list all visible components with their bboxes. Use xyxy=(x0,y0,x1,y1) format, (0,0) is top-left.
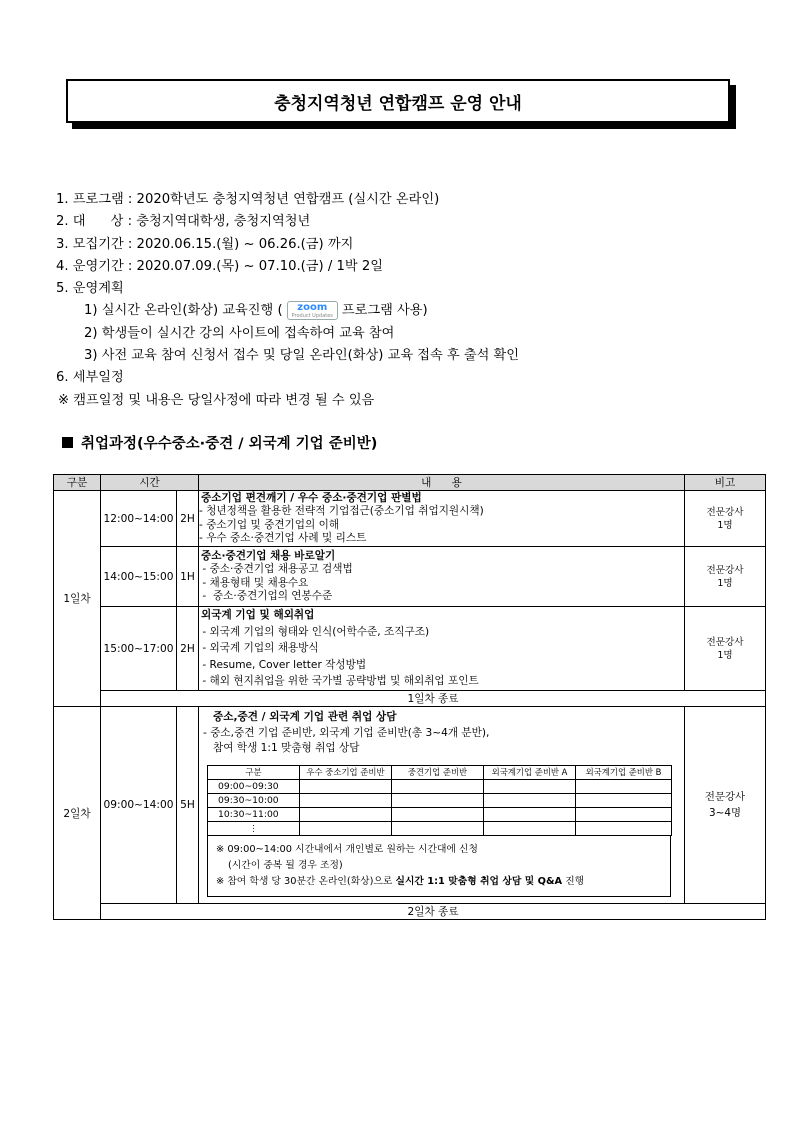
consult-row: 09:30~10:00 xyxy=(208,793,672,807)
session-remark: 전문강사 1명 xyxy=(685,607,766,691)
table-row xyxy=(54,547,766,607)
title-block xyxy=(66,79,730,123)
consult-row: 09:00~09:30 xyxy=(208,779,672,793)
consult-table xyxy=(207,765,672,836)
session-time: 14:00~15:00 xyxy=(101,547,177,607)
info-list xyxy=(56,189,519,412)
session-duration: 1H xyxy=(177,547,199,607)
day2-end: 2일차 종료 xyxy=(101,904,766,920)
plan-item-2: 2) 학생들이 실시간 강의 사이트에 접속하여 교육 참여 xyxy=(84,325,395,341)
info-note: ※ 캠프일정 및 내용은 당일사정에 따라 변경 될 수 있음 xyxy=(58,392,375,408)
session-remark: 전문강사 3~4명 xyxy=(685,707,766,904)
session-time: 09:00~14:00 xyxy=(101,707,177,904)
session-content: 중소기업 편견깨기 / 우수 중소·중견기업 판별법 - 청년정책을 활용한 전략적 기업접근(중소기업 취업지원시책) - 중소기업 및 중견기업의 이해 - 우수 중소·중견기업 사례 및 리스트 xyxy=(199,491,685,547)
day1-end: 1일차 종료 xyxy=(101,691,766,707)
session-content: 중소,중견 / 외국계 기업 관련 취업 상담 - 중소,중견 기업 준비반, 외국계 기업 준비반(총 3~4개 분반), 참여 학생 1:1 맞춤형 취업 상담 구분 우수 중소기업 준비반 중견기업 준비반 외국계기업 준비반 A 외국계기업 준비반 B 09:00~09:30 09:30~10:00 10:30~11:00 ⋮ ※ 09:00~14:00 시간내에서 개인별로 원하는 시간대에 신청 (시간이 중복 될 경우 조정) ※ 참여 학생 당 30분간 온라인(화상)으로 실시간 1:1 맞춤형 취업 상담 및 Q&A 진행 xyxy=(199,707,685,904)
session-duration: 5H xyxy=(177,707,199,904)
session-content: 중소·중견기업 채용 바로알기 - 중소·중견기업 채용공고 검색법 - 채용형태 및 채용수요 - 중소·중견기업의 연봉수준 xyxy=(199,547,685,607)
session-time: 12:00~14:00 xyxy=(101,491,177,547)
section-title: 취업과정(우수중소·중견 / 외국계 기업 준비반) xyxy=(62,432,377,453)
table-row xyxy=(54,691,766,707)
session-content: 외국계 기업 및 해외취업 - 외국계 기업의 형태와 인식(어학수준, 조직구조) - 외국계 기업의 채용방식 - Resume, Cover letter 작성방법 - 해외 현지취업을 위한 국가별 공략방법 및 해외취업 포인트 xyxy=(199,607,685,691)
session-remark: 전문강사 1명 xyxy=(685,491,766,547)
header-content: 내 용 xyxy=(199,475,685,491)
plan-item-3: 3) 사전 교육 참여 신청서 접수 및 당일 온라인(화상) 교육 접속 후 출석 확인 xyxy=(84,348,520,364)
table-header-row xyxy=(54,475,766,491)
header-remark: 비고 xyxy=(685,475,766,491)
info-program: 1. 프로그램 : 2020학년도 충청지역청년 연합캠프 (실시간 온라인) xyxy=(56,192,440,207)
table-row xyxy=(54,707,766,904)
consult-header-row: 구분 우수 중소기업 준비반 중견기업 준비반 외국계기업 준비반 A 외국계기업 준비반 B xyxy=(208,765,672,779)
info-schedule: 6. 세부일정 xyxy=(56,370,124,386)
table-row xyxy=(54,904,766,920)
info-period: 4. 운영기간 : 2020.07.09.(목) ~ 07.10.(금) / 1박 2일 xyxy=(56,258,383,274)
info-target: 2. 대 상 : 충청지역대학생, 충청지역청년 xyxy=(56,214,311,230)
day1-label: 1일차 xyxy=(54,491,101,707)
square-bullet-icon xyxy=(62,437,73,448)
plan-item-1-pre: 1) 실시간 온라인(화상) 교육진행 ( xyxy=(84,303,283,319)
consult-row: ⋮ xyxy=(208,821,672,835)
schedule-table xyxy=(53,474,766,920)
plan-item-1-post: 프로그램 사용) xyxy=(341,303,428,319)
plan-item-1 xyxy=(56,300,519,322)
day2-label: 2일차 xyxy=(54,707,101,920)
session-remark: 전문강사 1명 xyxy=(685,547,766,607)
header-division: 구분 xyxy=(54,475,101,491)
info-plan: 5. 운영계획 xyxy=(56,281,124,297)
consult-row: 10:30~11:00 xyxy=(208,807,672,821)
session-time: 15:00~17:00 xyxy=(101,607,177,691)
page-title: 충청지역청년 연합캠프 운영 안내 xyxy=(66,79,730,123)
header-time: 시간 xyxy=(101,475,199,491)
zoom-logo: zoom Product Updates xyxy=(287,301,338,320)
info-recruit: 3. 모집기간 : 2020.06.15.(월) ~ 06.26.(금) 까지 xyxy=(56,236,354,252)
session-duration: 2H xyxy=(177,607,199,691)
consult-notes: ※ 09:00~14:00 시간내에서 개인별로 원하는 시간대에 신청 (시간이 중복 될 경우 조정) ※ 참여 학생 당 30분간 온라인(화상)으로 실시간 1:1 맞춤형 취업 상담 및 Q&A 진행 xyxy=(207,836,671,897)
session-duration: 2H xyxy=(177,491,199,547)
table-row xyxy=(54,491,766,547)
table-row xyxy=(54,607,766,691)
